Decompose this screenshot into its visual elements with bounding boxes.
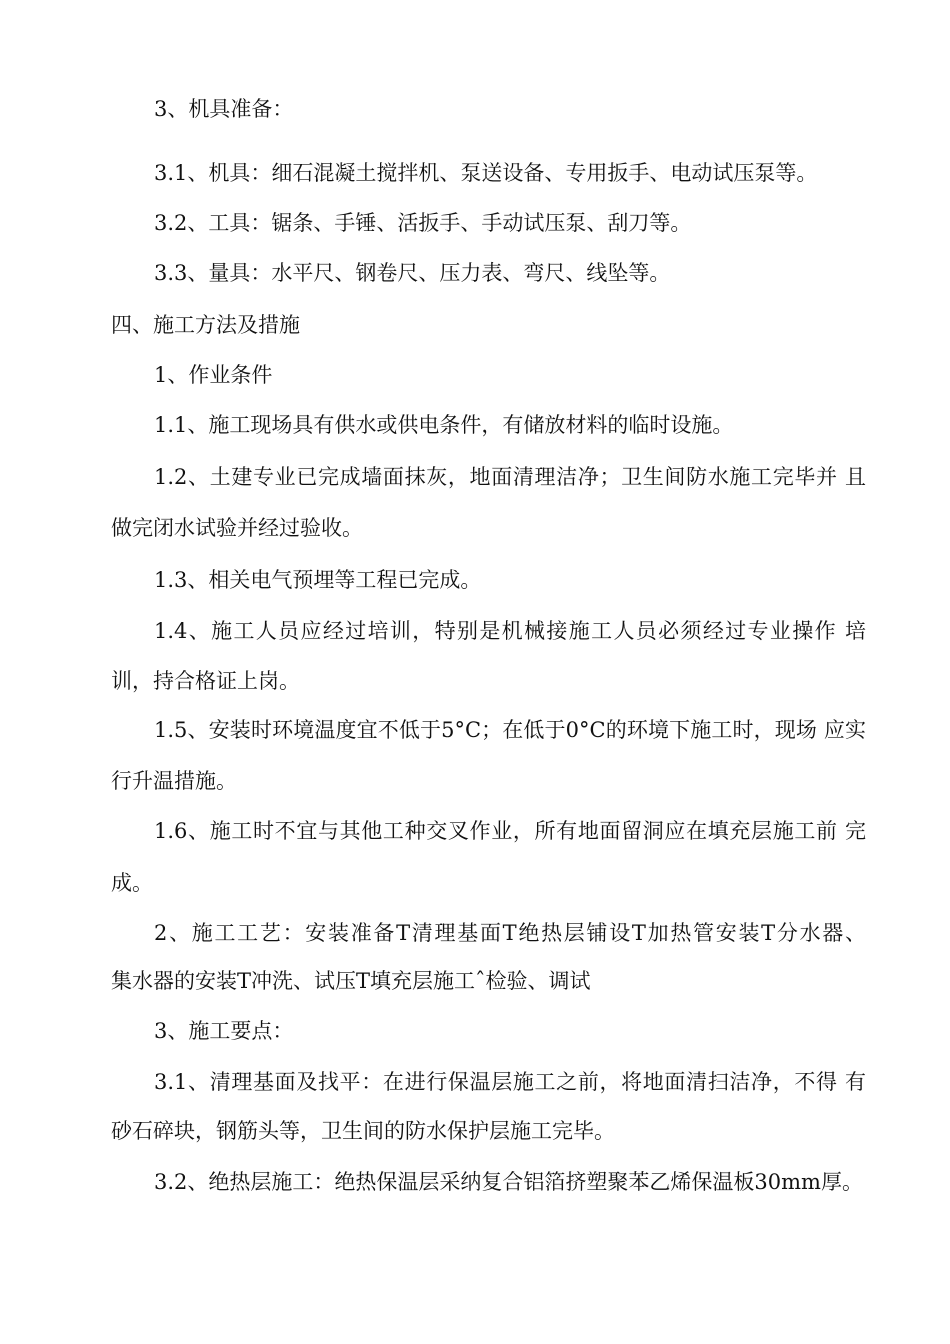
paragraph-tools: 3.2、工具：锯条、手锤、活扳手、手动试压泵、刮刀等。 xyxy=(154,211,692,235)
heading-tool-preparation: 3、机具准备： xyxy=(154,97,294,121)
paragraph-1-4-line-2: 训，持合格证上岗。 xyxy=(111,669,300,693)
paragraph-1-2-line-2: 做完闭水试验并经过验收。 xyxy=(111,516,363,540)
paragraph-1-6-line-2: 成。 xyxy=(111,871,153,895)
paragraph-process-line-1: 2、施工工艺：安装准备T清理基面T绝热层铺设T加热管安装T分水器、 xyxy=(154,921,866,945)
paragraph-1-6-line-1: 1.6、施工时不宜与其他工种交叉作业，所有地面留洞应在填充层施工前 完 xyxy=(154,819,866,843)
paragraph-1-5-line-1: 1.5、安装时环境温度宜不低于5°C；在低于0°C的环境下施工时，现场 应实 xyxy=(154,718,866,742)
paragraph-3-1-line-1: 3.1、清理基面及找平：在进行保温层施工之前，将地面清扫洁净，不得 有 xyxy=(154,1070,866,1094)
paragraph-1-4-line-1: 1.4、施工人员应经过培训，特别是机械接施工人员必须经过专业操作 培 xyxy=(154,619,866,643)
heading-work-conditions: 1、作业条件 xyxy=(154,363,273,387)
paragraph-1-1: 1.1、施工现场具有供水或供电条件，有储放材料的临时设施。 xyxy=(154,413,734,437)
section-heading-construction-methods: 四、施工方法及措施 xyxy=(111,313,300,337)
paragraph-machinery: 3.1、机具：细石混凝土搅拌机、泵送设备、专用扳手、电动试压泵等。 xyxy=(154,161,818,185)
paragraph-1-2-line-1: 1.2、土建专业已完成墙面抹灰，地面清理洁净；卫生间防水施工完毕并 且 xyxy=(154,465,866,489)
paragraph-3-2: 3.2、绝热层施工：绝热保温层采纳复合铝箔挤塑聚苯乙烯保温板30mm厚。 xyxy=(154,1170,863,1194)
paragraph-1-5-line-2: 行升温措施。 xyxy=(111,769,237,793)
heading-construction-key-points: 3、施工要点： xyxy=(154,1019,294,1043)
paragraph-3-1-line-2: 砂石碎块，钢筋头等，卫生间的防水保护层施工完毕。 xyxy=(111,1119,615,1143)
paragraph-measuring-tools: 3.3、量具：水平尺、钢卷尺、压力表、弯尺、线坠等。 xyxy=(154,261,671,285)
paragraph-process-line-2: 集水器的安装T冲洗、试压T填充层施工ˆ检验、调试 xyxy=(111,969,591,993)
paragraph-1-3: 1.3、相关电气预埋等工程已完成。 xyxy=(154,568,482,592)
